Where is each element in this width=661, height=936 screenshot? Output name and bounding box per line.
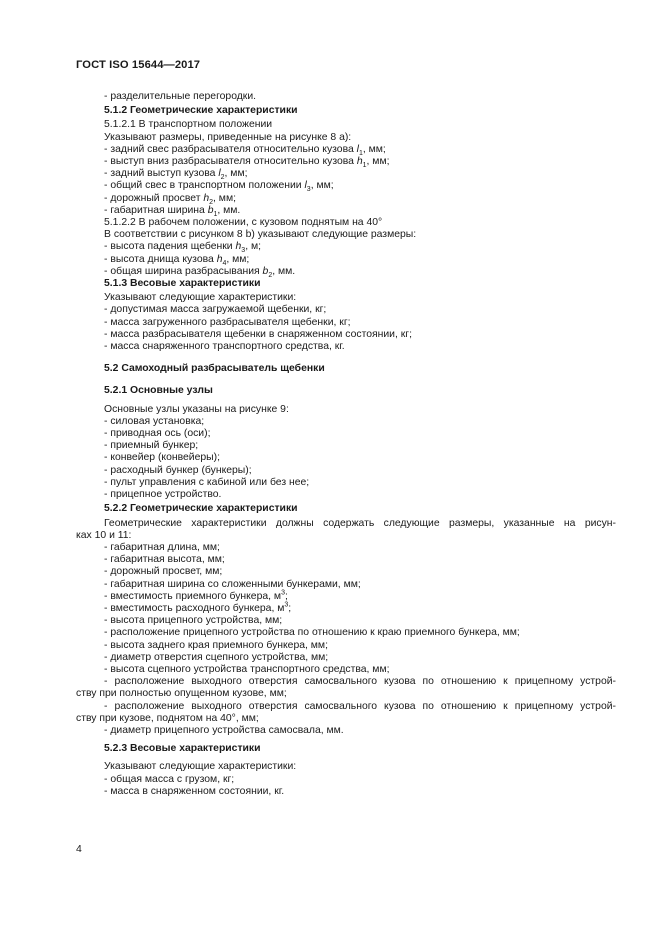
list-item: - вместимость приемного бункера, $м^3$;: [104, 589, 288, 602]
section-heading: 5.1.3 Весовые характеристики: [104, 278, 261, 290]
list-item: - пульт управления с кабиной или без нее;: [104, 476, 310, 488]
list-item: - общий свес в транспортном положении $l_3$, мм;: [104, 180, 334, 194]
page-number: 4: [76, 844, 82, 855]
list-item: - конвейер (конвейеры);: [104, 452, 220, 464]
list-item: - дорожный просвет $h_2$, мм;: [104, 192, 236, 206]
list-item: - высота сцепного устройства транспортного средства, мм;: [104, 663, 390, 675]
list-item: - расходный бункер (бункеры);: [104, 464, 252, 476]
list-item: - высота заднего края приемного бункера, мм;: [104, 639, 328, 651]
section-heading: 5.2.3 Весовые характеристики: [104, 743, 261, 755]
section-heading: 5.2 Самоходный разбрасыватель щебенки: [104, 363, 325, 375]
section-heading: 5.2.2 Геометрические характеристики: [104, 503, 298, 515]
list-item: - общая масса с грузом, кг;: [104, 773, 235, 785]
list-item: - габаритная ширина со сложенными бункерами, мм;: [104, 578, 361, 590]
list-item: - выступ вниз разбрасывателя относительно кузова $h_1$, мм;: [104, 156, 390, 170]
list-item: - масса в снаряженном состоянии, кг.: [104, 785, 285, 797]
list-item: - общая ширина разбрасывания $b_2$, мм.: [104, 265, 296, 279]
list-item: - высота днища кузова $h_4$, мм;: [104, 253, 250, 267]
document-header: ГОСТ ISO 15644—2017: [76, 59, 201, 71]
list-item: - масса загруженного разбрасывателя щебенки, кг;: [104, 316, 351, 328]
list-item: - расположение прицепного устройства по отношению к краю приемного бункера, мм;: [104, 627, 520, 639]
list-item: - расположение выходного отверстия самосвального кузова по отношению к прицепному устрой-: [104, 676, 616, 688]
document-body: [76, 91, 616, 798]
paragraph: Основные узлы указаны на рисунке 9:: [104, 403, 289, 415]
list-item: - габаритная ширина $b_1$, мм.: [104, 204, 241, 218]
list-item: - задний свес разбрасывателя относительно кузова $l_1$, мм;: [104, 143, 386, 157]
list-item: - дорожный просвет, мм;: [104, 566, 223, 578]
list-item: - силовая установка;: [104, 415, 205, 427]
section-heading: 5.2.1 Основные узлы: [104, 385, 213, 397]
list-item: - диаметр отверстия сцепного устройства, мм;: [104, 651, 329, 663]
subsection-title: 5.1.2.1 В транспортном положении: [104, 119, 273, 131]
paragraph: Указывают следующие характеристики:: [104, 292, 297, 304]
paragraph: Геометрические характеристики должны содержать следующие размеры, указанные на рисун-: [104, 517, 616, 529]
list-item: - диаметр прицепного устройства самосвала, мм.: [104, 724, 344, 736]
list-item: - габаритная высота, мм;: [104, 554, 225, 566]
paragraph-continuation: ках 10 и 11:: [76, 529, 132, 541]
list-item: - вместимость расходного бункера, $м^3$;: [104, 601, 292, 614]
list-item: - прицепное устройство.: [104, 489, 222, 501]
list-item: - высота прицепного устройства, мм;: [104, 615, 283, 627]
list-item: - приемный бункер;: [104, 440, 199, 452]
list-item: - задний выступ кузова $l_2$, мм;: [104, 168, 248, 182]
list-item: - габаритная длина, мм;: [104, 541, 220, 553]
subsection-title: 5.1.2.2 В рабочем положении, с кузовом поднятым на 40°: [104, 217, 383, 229]
list-item: - масса снаряженного транспортного средства, кг.: [104, 341, 345, 353]
section-heading: 5.1.2 Геометрические характеристики: [104, 105, 298, 117]
list-item-continuation: ству при кузове, поднятом на 40°, мм;: [76, 712, 259, 724]
list-item: - допустимая масса загружаемой щебенки, кг;: [104, 304, 327, 316]
list-item-continuation: ству при полностью опущенном кузове, мм;: [76, 688, 287, 700]
list-item: - разделительные перегородки.: [104, 91, 257, 102]
list-item: - масса разбрасывателя щебенки в снаряженном состоянии, кг;: [104, 328, 412, 340]
paragraph: Указывают размеры, приведенные на рисунке 8 а):: [104, 131, 352, 143]
list-item: - расположение выходного отверстия самосвального кузова по отношению к прицепному устрой-: [104, 700, 616, 712]
list-item: - приводная ось (оси);: [104, 428, 211, 440]
paragraph: Указывают следующие характеристики:: [104, 761, 297, 773]
list-item: - высота падения щебенки $h_3$, м;: [104, 241, 261, 255]
paragraph: В соответствии с рисунком 8 b) указывают следующие размеры:: [104, 229, 417, 241]
